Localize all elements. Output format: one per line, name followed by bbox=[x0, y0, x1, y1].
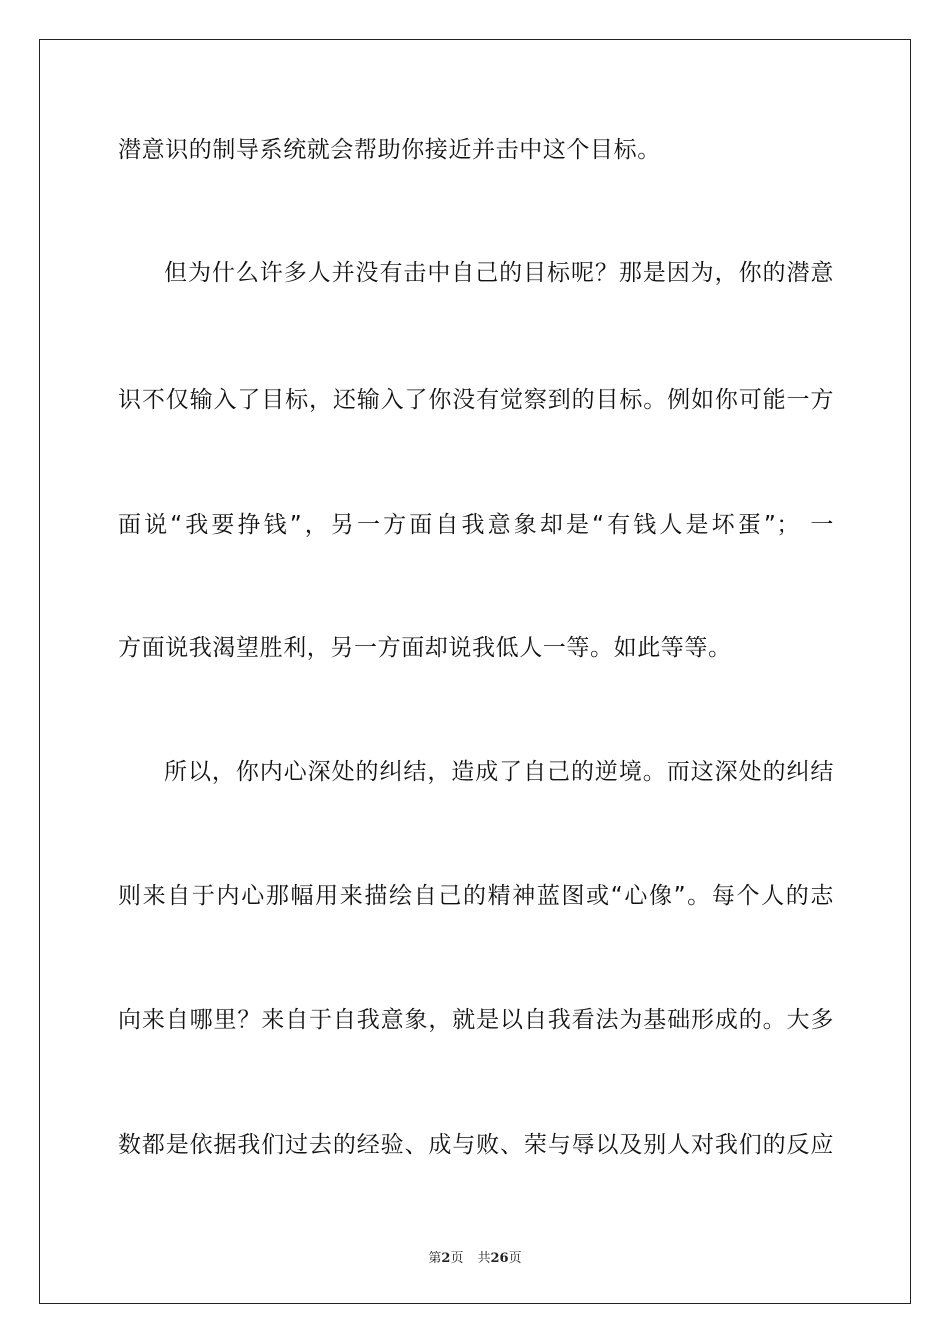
body-line-4: 面说“我要挣钱”，另一方面自我意象却是“有钱人是坏蛋”； 一 bbox=[118, 512, 834, 538]
footer-page-number: 2 bbox=[441, 1251, 451, 1266]
footer-total-pages: 26 bbox=[490, 1251, 509, 1266]
page-footer bbox=[0, 1247, 950, 1266]
body-line-9: 数都是依据我们过去的经验、成与败、荣与辱以及别人对我们的反应 bbox=[118, 1132, 834, 1158]
body-line-6: 所以，你内心深处的纠结，造成了自己的逆境。而这深处的纠结 bbox=[164, 759, 834, 785]
body-line-7: 则来自于内心那幅用来描绘自己的精神蓝图或“心像”。每个人的志 bbox=[118, 883, 834, 909]
footer-page-prefix: 第 bbox=[428, 1251, 442, 1266]
footer-total-suffix: 页 bbox=[508, 1251, 522, 1266]
body-line-8: 向来自哪里？来自于自我意象，就是以自我看法为基础形成的。大多 bbox=[118, 1007, 834, 1033]
page-border bbox=[39, 39, 911, 1304]
body-line-1: 潜意识的制导系统就会帮助你接近并击中这个目标。 bbox=[118, 137, 661, 163]
body-line-5: 方面说我渴望胜利，另一方面却说我低人一等。如此等等。 bbox=[118, 635, 732, 661]
footer-total-prefix: 共 bbox=[477, 1251, 491, 1266]
footer-page-suffix: 页 bbox=[450, 1251, 464, 1266]
body-line-2: 但为什么许多人并没有击中自己的目标呢？那是因为，你的潜意 bbox=[164, 260, 834, 286]
body-line-3: 识不仅输入了目标，还输入了你没有觉察到的目标。例如你可能一方 bbox=[118, 387, 834, 413]
